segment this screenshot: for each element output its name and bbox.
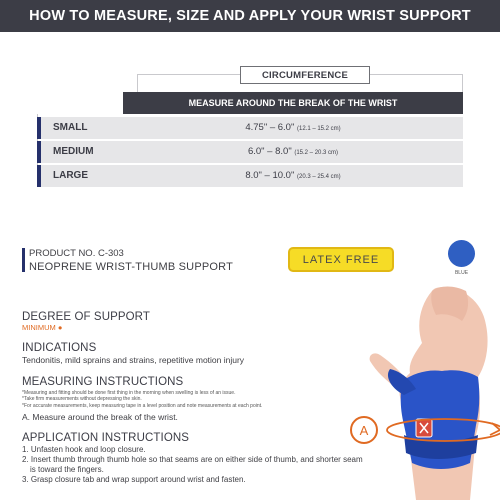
size-name: SMALL bbox=[53, 122, 88, 133]
table-row bbox=[37, 165, 463, 187]
circumference-label: CIRCUMFERENCE bbox=[262, 69, 348, 81]
measuring-note: *Take firm measurements without depressing the skin. bbox=[22, 396, 142, 403]
degree-level: MINIMUM ● bbox=[22, 323, 63, 332]
list-item: 2. Insert thumb through thumb hole so that seams are on either side of thumb, and shorter seam bbox=[22, 455, 363, 464]
color-swatch-label: BLUE bbox=[454, 270, 469, 276]
size-inches: 6.0" – 8.0" bbox=[247, 146, 292, 157]
size-cm: (15.2 – 20.3 cm) bbox=[294, 150, 339, 156]
size-name: LARGE bbox=[53, 170, 88, 181]
table-frame-left bbox=[137, 74, 138, 92]
measuring-step-a: A. Measure around the break of the wrist. bbox=[22, 412, 178, 422]
product-name: NEOPRENE WRIST-THUMB SUPPORT bbox=[29, 261, 234, 273]
circumference-tab bbox=[240, 66, 370, 84]
latex-free-label: LATEX FREE bbox=[302, 253, 380, 266]
measuring-note: *For accurate measurements, keep measuring tape in a level position and note measurements at each point. bbox=[22, 402, 263, 409]
size-value bbox=[123, 146, 463, 157]
size-cm: (12.1 – 15.2 cm) bbox=[296, 126, 341, 132]
table-row bbox=[37, 141, 463, 163]
color-swatch bbox=[448, 240, 475, 267]
measuring-notes bbox=[22, 390, 262, 409]
list-item: 1. Unfasten hook and loop closure. bbox=[22, 445, 146, 454]
row-accent bbox=[37, 165, 41, 187]
list-item: 3. Grasp closure tab and wrap support around wrist and fasten. bbox=[22, 475, 246, 484]
row-accent bbox=[37, 141, 41, 163]
degree-heading: DEGREE OF SUPPORT bbox=[22, 311, 151, 323]
table-frame-right bbox=[462, 74, 463, 92]
indications-text: Tendonitis, mild sprains and strains, repetitive motion injury bbox=[22, 355, 245, 365]
list-item: is toward the fingers. bbox=[30, 465, 104, 474]
table-header-label: MEASURE AROUND THE BREAK OF THE WRIST bbox=[188, 98, 398, 108]
marker-a-letter: A bbox=[359, 423, 369, 438]
wrist-support-illustration bbox=[320, 285, 500, 500]
size-cm: (20.3 – 25.4 cm) bbox=[296, 174, 341, 180]
table-header bbox=[123, 92, 463, 114]
page-banner bbox=[0, 0, 500, 32]
product-accent bbox=[22, 248, 25, 272]
size-value bbox=[123, 122, 463, 133]
application-heading: APPLICATION INSTRUCTIONS bbox=[22, 432, 190, 444]
table-row bbox=[37, 117, 463, 139]
size-inches: 4.75" – 6.0" bbox=[245, 122, 295, 133]
measuring-note: *Measuring and fitting should be done first thing in the morning when swelling is less of an issue. bbox=[22, 390, 236, 396]
indications-heading: INDICATIONS bbox=[22, 342, 97, 354]
product-number: PRODUCT NO. C-303 bbox=[29, 248, 124, 259]
size-inches: 8.0" – 10.0" bbox=[245, 170, 295, 181]
banner-title: HOW TO MEASURE, SIZE AND APPLY YOUR WRIST SUPPORT bbox=[29, 8, 471, 24]
size-value bbox=[123, 170, 463, 181]
size-name: MEDIUM bbox=[53, 146, 94, 157]
measuring-heading: MEASURING INSTRUCTIONS bbox=[22, 376, 184, 388]
latex-free-badge bbox=[288, 247, 394, 272]
row-accent bbox=[37, 117, 41, 139]
